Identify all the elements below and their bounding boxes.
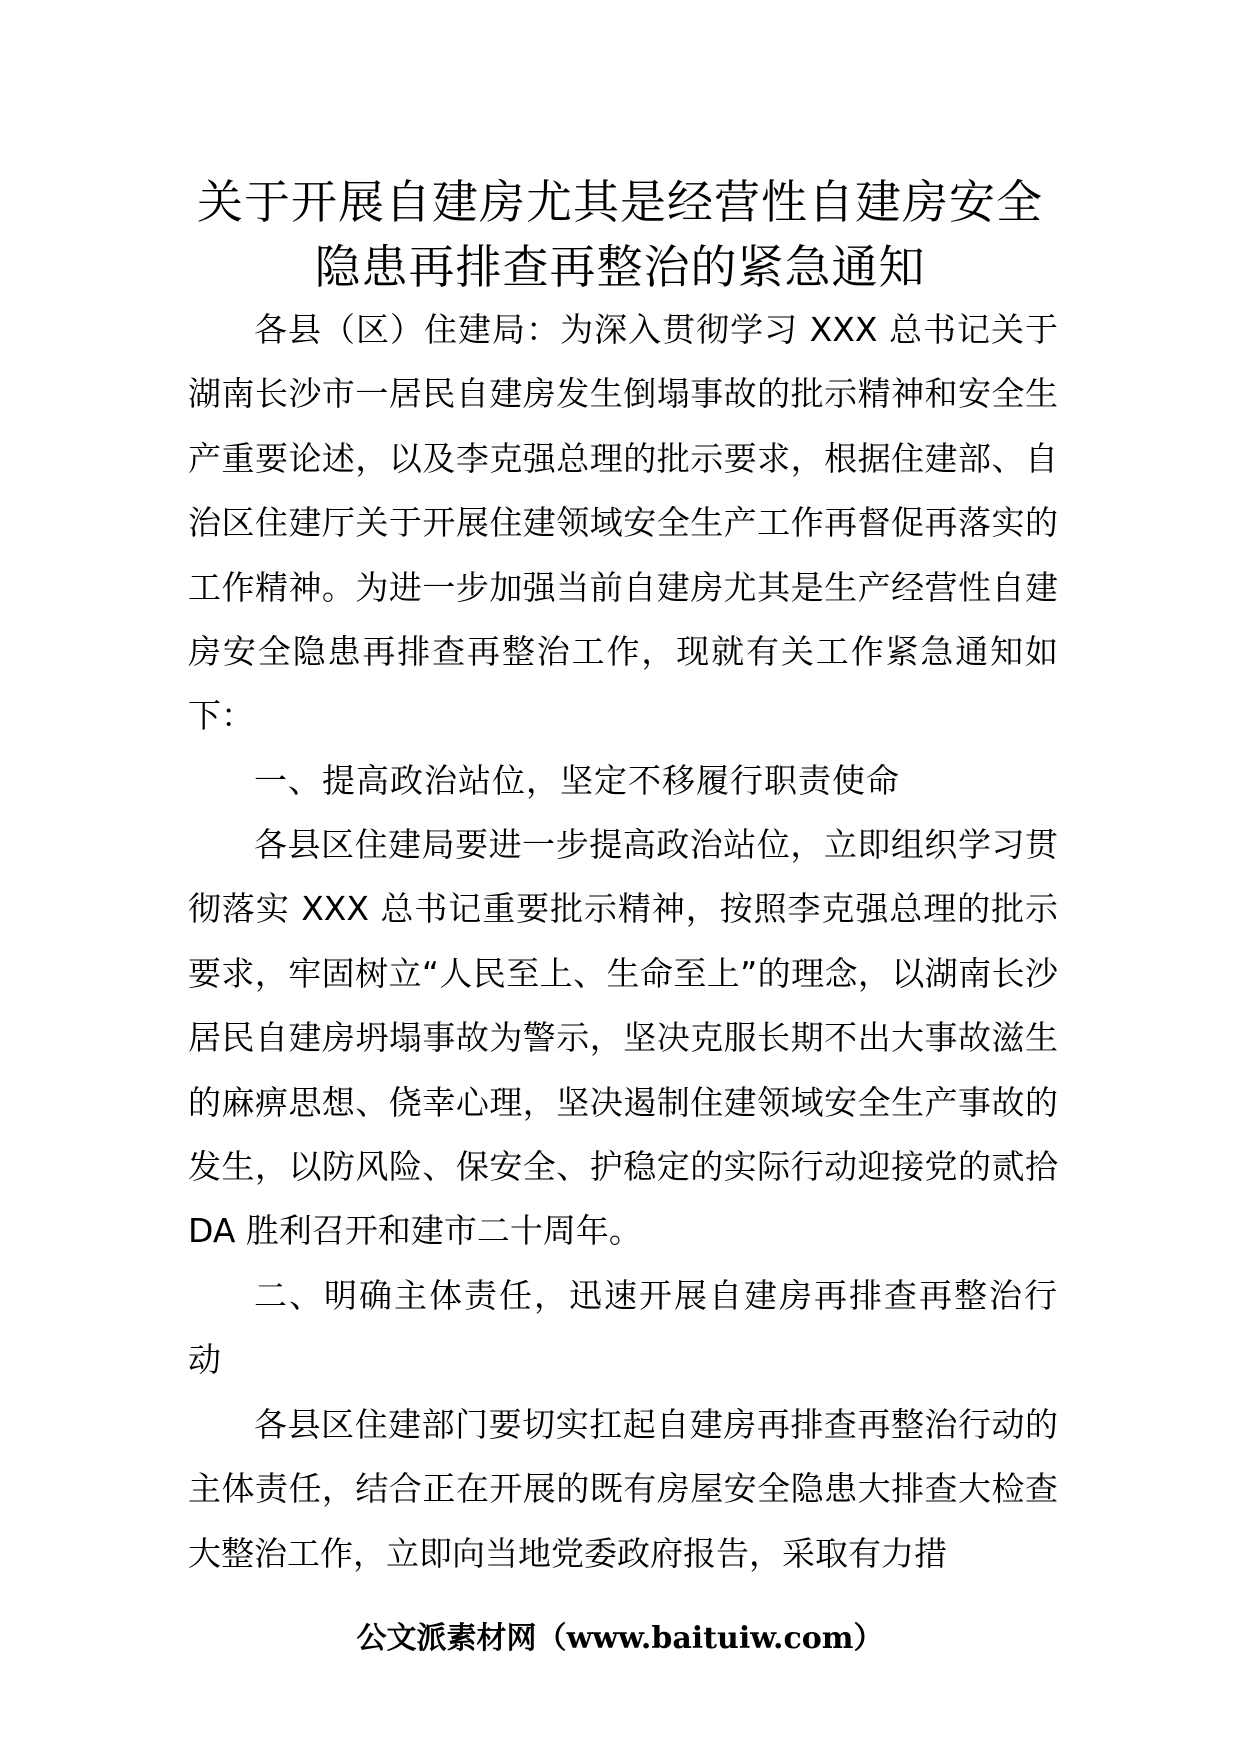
footer-watermark: 公文派素材网（www.baituiw.com） — [356, 1621, 884, 1656]
section-heading-2: 二、明确主体责任，迅速开展自建房再排查再整治行动 — [188, 1276, 1058, 1380]
document-title-line-1: 关于开展自建房尤其是经营性自建房安全 — [197, 175, 1043, 229]
document-title-line-2: 隐患再排查再整治的紧急通知 — [314, 240, 926, 294]
paragraph-section-2: 各县区住建部门要切实扛起自建房再排查再整治行动的主体责任，结合正在开展的既有房屋安全隐患大排查大检查大整治工作，立即向当地党委政府报告，采取有力措 — [188, 1405, 1058, 1573]
paragraph-intro: 各县（区）住建局：为深入贯彻学习 XXX 总书记关于湖南长沙市一居民自建房发生倒塌事故的批示精神和安全生产重要论述，以及李克强总理的批示要求，根据住建部、自治区住建厅关于开展住建领域安全生产工作再督促再落实的工作精神。为进一步加强当前自建房尤其是生产经营性自建房安全隐患再排查再整治工作，现就有关工作紧急通知如下： — [188, 310, 1058, 736]
section-heading-1: 一、提高政治站位，坚定不移履行职责使命 — [254, 761, 900, 800]
paragraph-section-1: 各县区住建局要进一步提高政治站位，立即组织学习贯彻落实 XXX 总书记重要批示精神，按照李克强总理的批示要求，牢固树立“人民至上、生命至上”的理念，以湖南长沙居民自建房坍塌事故为警示，坚决克服长期不出大事故滋生的麻痹思想、侥幸心理，坚决遏制住建领域安全生产事故的发生，以防风险、保安全、护稳定的实际行动迎接党的贰拾 DA 胜利召开和建市二十周年。 — [188, 825, 1058, 1251]
